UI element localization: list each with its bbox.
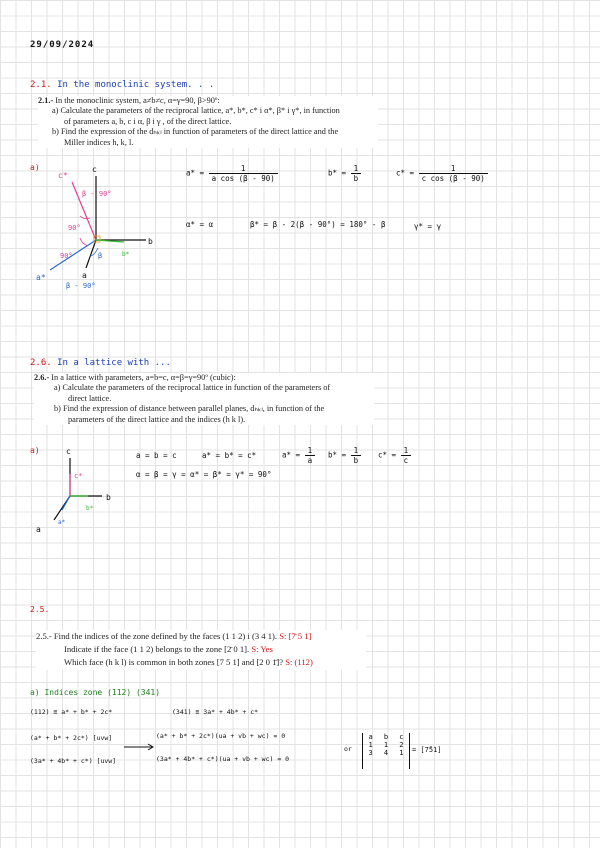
c-label: c: [66, 447, 71, 456]
numerator: 1: [209, 164, 278, 174]
problem-line: parameters of the direct lattice and the indices (h k l).: [68, 414, 246, 424]
answer: S: [7̄ 5 1]: [279, 631, 312, 641]
fraction: [401, 446, 412, 465]
eq-lhs: a* =: [186, 168, 205, 178]
eq-abc-equal: a = b = c: [136, 451, 177, 460]
denominator: c cos (β - 90): [421, 174, 485, 183]
det-cell: 2: [399, 741, 404, 749]
angle-beta: β: [98, 252, 103, 260]
det-result: = [7̄51]: [412, 746, 442, 754]
det-row: [363, 749, 409, 757]
det-cell: b: [383, 733, 389, 741]
eq-bstar-cubic: [328, 446, 361, 465]
eq-astar-cubic: [282, 446, 315, 465]
heading-text-visible: In the monoclinic system. . .: [57, 80, 215, 90]
problem-line: In the monoclinic system, a≠b≠c, α=γ=90, β>90º:: [53, 96, 220, 105]
angle-90-b: 90°: [60, 252, 73, 260]
astar-label: a*: [36, 273, 46, 282]
section-heading-26: [30, 358, 171, 368]
b-label: b: [148, 237, 153, 246]
problem-line: In a lattice with parameters, a=b=c, α=β=γ=90º (cubic):: [49, 373, 236, 382]
det-cell: a: [368, 733, 373, 741]
det-row: [363, 741, 409, 749]
det-cell: 3: [368, 749, 373, 757]
cstar-label: c*: [58, 171, 68, 180]
answer: S: Yes: [251, 644, 273, 655]
part-label-a: a): [30, 446, 40, 455]
eq-lhs: a* =: [282, 450, 301, 460]
eq-lhs: c* =: [396, 168, 415, 178]
b-label: b: [106, 493, 111, 502]
problem-line: a) Calculate the parameters of the reciprocal lattice in function of the parameters of: [54, 383, 331, 393]
problem-line: Miller indices h, k, l.: [64, 137, 134, 147]
det-cell: 1: [399, 749, 404, 757]
astar-axis: [50, 240, 96, 270]
denominator: b: [353, 174, 359, 183]
eq-lhs: b* =: [328, 450, 347, 460]
problem-line: 2.5.- Find the indices of the zone defined by the faces (1 1 2) i (3 4 1).: [36, 631, 280, 641]
numerator: 1: [351, 446, 362, 456]
eq-cstar-cubic: [378, 446, 411, 465]
eq-lhs: b* =: [328, 168, 347, 178]
angle-beta-90-top: β - 90°: [82, 190, 112, 198]
arrow: [122, 740, 156, 754]
eq-341-expansion: (341) ≡ 3a* + 4b* + c*: [172, 708, 259, 716]
problem-line: a) Calculate the parameters of the reciprocal lattice, a*, b*, c* i α*, β* i γ*, in function: [52, 106, 340, 116]
det-cell: c: [399, 733, 404, 741]
problem-line: direct lattice.: [68, 393, 112, 403]
monoclinic-axes-sketch: [28, 158, 168, 298]
problem-line: Which face (h k l) is common in both zones [7 5 1] and [2 0 1̄]?: [64, 657, 286, 668]
heading-text-visible: In a lattice with ...: [57, 358, 171, 368]
answer: S: (112): [285, 657, 313, 668]
det-cell: 1: [368, 741, 373, 749]
fraction: [209, 164, 278, 183]
angle-beta-90-bottom: β - 90°: [66, 282, 96, 290]
det-row: [363, 733, 409, 741]
bstar-label: b*: [122, 251, 130, 258]
denominator: b: [353, 456, 359, 465]
astar-axis: [62, 496, 70, 510]
problem-26-text: [34, 373, 374, 425]
problem-line: b) Find the expression of distance between parallel planes, dₕₖₗ, in function of the: [54, 404, 325, 414]
numerator: 1: [305, 446, 316, 456]
eq-341-zone: (3a* + 4b* + c*) [uvw]: [30, 757, 117, 765]
numerator: 1: [419, 164, 488, 174]
eq-112-zone: (a* + b* + 2c*) [uvw]: [30, 734, 113, 742]
heading-number: 2.6.: [30, 358, 52, 368]
date: 29/09/2024: [30, 40, 95, 50]
fraction: [351, 164, 362, 183]
eq-112-expansion: (112) ≡ a* + b* + 2c*: [30, 708, 113, 716]
det-cell: 1: [383, 741, 389, 749]
fraction: [305, 446, 316, 465]
numerator: 1: [401, 446, 412, 456]
problem-number: 2.6.-: [34, 373, 50, 382]
denominator: a cos (β - 90): [211, 174, 275, 183]
eq-gamma-star: γ* = γ: [414, 222, 442, 231]
part-label-a: a): [30, 163, 40, 172]
astar-label: a*: [58, 519, 66, 526]
eq-bstar: [328, 164, 361, 183]
eq-lhs: c* =: [378, 450, 397, 460]
eq-112-dot: (a* + b* + 2c*)(ua + vb + wc) = 0: [156, 732, 286, 740]
problem-21-text: [38, 96, 378, 148]
fraction: [351, 446, 362, 465]
a-label: a: [36, 525, 41, 534]
problem-line: b) Find the expression of the dₕₖₗ in function of parameters of the direct lattice and the: [52, 127, 339, 137]
eq-beta-star: β* = β - 2(β - 90°) = 180° - β: [250, 220, 386, 229]
denominator: a: [307, 456, 313, 465]
section-heading-25: 2.5.: [30, 605, 50, 614]
det-cell: 4: [383, 749, 389, 757]
eq-reciprocal-equal: a* = b* = c*: [202, 451, 257, 460]
a-label: a: [82, 271, 87, 280]
angle-90-a: 90°: [68, 224, 81, 232]
problem-number: 2.1.-: [38, 96, 54, 105]
heading-number: 2.1.: [30, 80, 52, 90]
eq-cstar: [396, 164, 488, 183]
eq-341-dot: (3a* + 4b* + c*)(ua + vb + wc) = 0: [156, 755, 290, 763]
cubic-axes-sketch: [30, 444, 140, 539]
c-label: c: [92, 165, 97, 174]
bstar-label: b*: [86, 505, 94, 512]
eq-astar: [186, 164, 278, 183]
determinant: [362, 733, 410, 769]
section-heading-21: [30, 80, 214, 90]
eq-alpha-star: α* = α: [186, 220, 214, 229]
denominator: c: [403, 456, 409, 465]
part-heading-a: a) Indices zone (112) (341): [30, 688, 161, 697]
or-label: or: [344, 745, 352, 753]
problem-25-text: [36, 630, 366, 670]
numerator: 1: [351, 164, 362, 174]
problem-line: of parameters a, b, c i α, β i γ , of the direct lattice.: [64, 116, 232, 126]
fraction: [419, 164, 488, 183]
problem-line: Indicate if the face (1 1 2) belongs to the zone [2̄ 0 1].: [64, 644, 252, 655]
cstar-label: c*: [74, 472, 83, 480]
eq-angles-90: α = β = γ = α* = β* = γ* = 90°: [136, 470, 272, 479]
